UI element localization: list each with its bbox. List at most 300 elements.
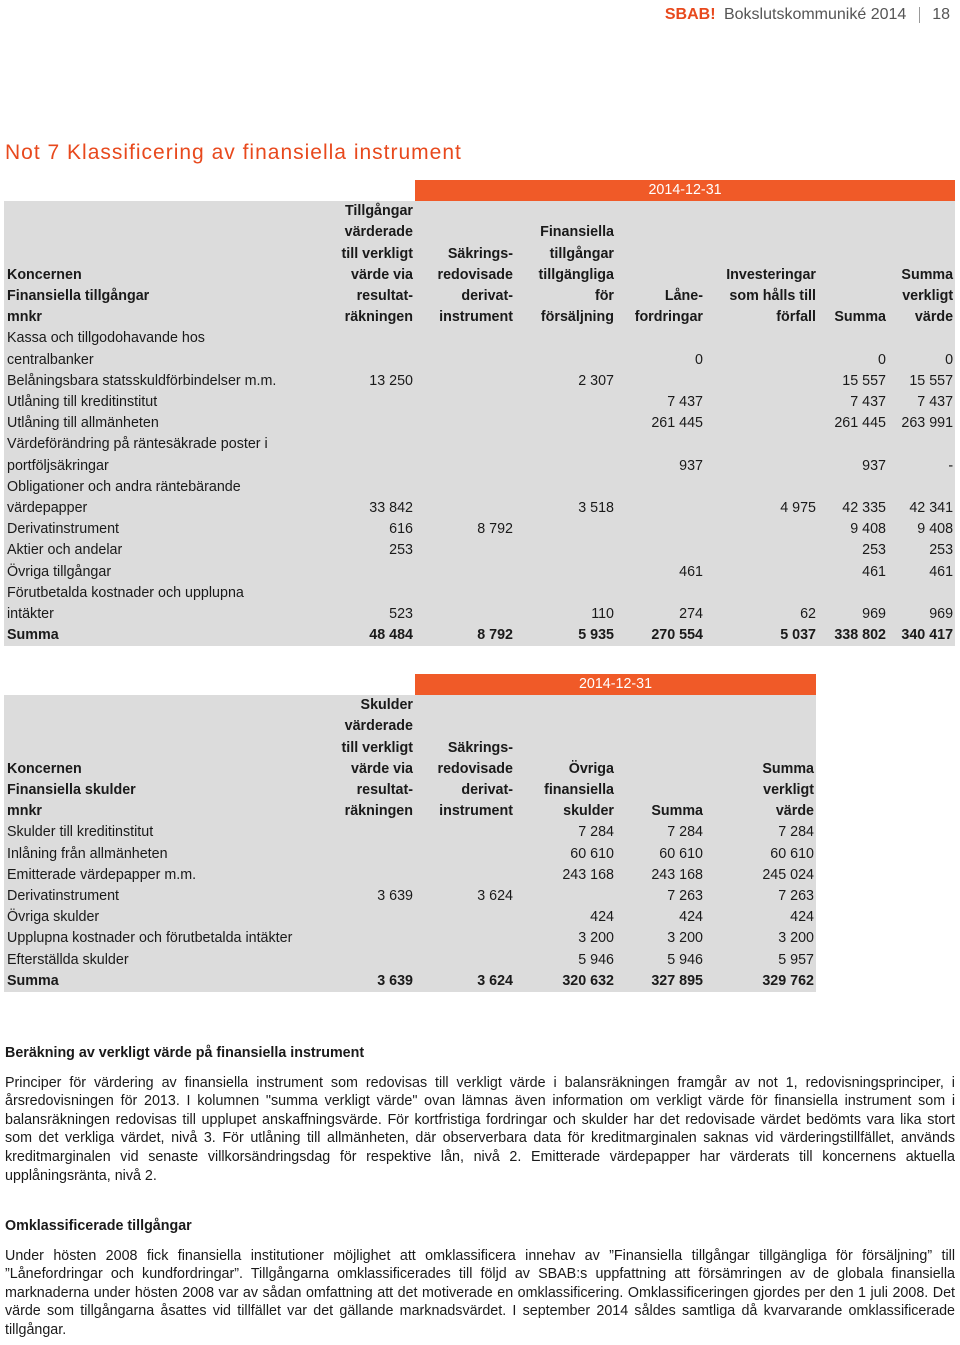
- empty-cell: [705, 328, 818, 349]
- financial-liabilities-table: [4, 674, 816, 992]
- row-label: Inlåning från allmänheten: [4, 844, 317, 865]
- column-header-line: instrument: [439, 309, 513, 326]
- empty-cell: [616, 328, 705, 349]
- cell-value: [515, 519, 616, 540]
- column-header-line: verkligt: [902, 288, 954, 304]
- column-header-line: till verkligt: [341, 739, 413, 756]
- band-spacer: [317, 674, 415, 695]
- empty-cell: [705, 583, 818, 604]
- cell-value: [317, 822, 415, 843]
- cell-value: 5 946: [515, 950, 616, 971]
- row-header-line: Finansiella skulder: [7, 782, 136, 798]
- table-row: [4, 540, 955, 561]
- empty-cell: [317, 328, 415, 349]
- cell-value: 969: [818, 604, 888, 625]
- section-paragraph: Principer för värdering av finansiella instrument som redovisas till verkligt värde i balansräkningen framgår av not 1, redovisningsprinciper, i årsredovisningen för 2013. I kolumnen "summa verkligt värde" ovan lämnas även information om verkligt värde för finansiella instrument som i balansräkningen redovisas till upplupet anskaffningsvärde. För kortfristiga fordringar och skulder har det redovisade värdet bedömts vara lika stort som det verkliga värdet, nivå 3. För utlåning till allmänheten, där observerbara data för kreditmarginalen saknas vid värderingstillfället, används kreditmarginalen vid senaste villkorsändringsdag för respektive lån, nivå 2. Emitterade värdepapper har värderats till koncernens aktuella upplåningsränta, nivå 2.: [5, 1074, 955, 1184]
- blank-line: [618, 244, 703, 265]
- blank-line: [707, 222, 816, 243]
- blank-line: [417, 695, 513, 716]
- column-header: [705, 201, 818, 328]
- column-header-line: värderade: [344, 718, 413, 735]
- cell-value: 7 263: [616, 886, 705, 907]
- blank-line: [7, 201, 315, 222]
- cell-value: 7 284: [515, 822, 616, 843]
- cell-value: [415, 822, 515, 843]
- blank-line: [618, 695, 703, 716]
- empty-cell: [317, 477, 415, 498]
- row-header-cell: [4, 201, 317, 328]
- empty-cell: [415, 583, 515, 604]
- cell-value: 3 200: [705, 928, 816, 949]
- empty-cell: [616, 477, 705, 498]
- cell-value: [705, 540, 818, 561]
- row-label: Skulder till kreditinstitut: [4, 822, 317, 843]
- cell-value: -: [888, 456, 955, 477]
- column-header: [415, 695, 515, 822]
- table-row: [4, 350, 955, 371]
- empty-cell: [888, 477, 955, 498]
- empty-cell: [818, 477, 888, 498]
- cell-value: 3 200: [515, 928, 616, 949]
- column-header-line: Summa: [762, 760, 815, 777]
- empty-cell: [888, 328, 955, 349]
- cell-value: 263 991: [888, 413, 955, 434]
- column-header: [317, 695, 415, 822]
- cell-value: 937: [616, 456, 705, 477]
- cell-value: [415, 540, 515, 561]
- cell-value: 616: [317, 519, 415, 540]
- column-header-row: [4, 695, 816, 822]
- column-header: [705, 695, 816, 822]
- empty-cell: [888, 583, 955, 604]
- table-row: [4, 604, 955, 625]
- cell-value: [415, 604, 515, 625]
- cell-value: 3 639: [317, 886, 415, 907]
- cell-value: 253: [818, 540, 888, 561]
- cell-value: 9 408: [818, 519, 888, 540]
- table-row-label-line: [4, 328, 955, 349]
- cell-value: 424: [515, 907, 616, 928]
- cell-value: [317, 844, 415, 865]
- row-label: Obligationer och andra räntebärande: [4, 477, 317, 498]
- summa-row: [4, 625, 955, 646]
- column-header-line: resultat-: [356, 782, 413, 798]
- cell-value: 0: [888, 350, 955, 371]
- cell-value: [616, 371, 705, 392]
- cell-value: 461: [616, 562, 705, 583]
- column-header-line: finansiella: [544, 782, 614, 798]
- row-label: Belåningsbara statsskuldförbindelser m.m.: [4, 371, 317, 392]
- band-spacer: [317, 180, 415, 201]
- row-label: Efterställda skulder: [4, 950, 317, 971]
- column-header: [515, 695, 616, 822]
- column-header-line: förfall: [776, 309, 816, 326]
- blank-line: [517, 695, 614, 716]
- cell-value: [415, 950, 515, 971]
- empty-cell: [888, 434, 955, 455]
- column-header-line: värde via: [351, 760, 413, 777]
- blank-line: [7, 738, 315, 759]
- column-header-line: Investeringar: [726, 266, 816, 283]
- cell-value: 424: [705, 907, 816, 928]
- table-row: [4, 456, 955, 477]
- cell-value: [515, 456, 616, 477]
- blank-line: [7, 716, 315, 737]
- blank-line: [820, 222, 886, 243]
- empty-cell: [415, 328, 515, 349]
- table-row-label-line: [4, 434, 955, 455]
- band-spacer: [4, 674, 317, 695]
- cell-value: [415, 562, 515, 583]
- empty-cell: [616, 583, 705, 604]
- cell-value: 7 284: [616, 822, 705, 843]
- cell-value: 7 437: [888, 392, 955, 413]
- cell-value: 461: [888, 562, 955, 583]
- cell-value: 60 610: [705, 844, 816, 865]
- summa-label: Summa: [4, 625, 317, 646]
- blank-line: [890, 201, 953, 222]
- cell-value: 4 975: [705, 498, 818, 519]
- cell-value: [317, 350, 415, 371]
- column-header-line: resultat-: [356, 288, 413, 304]
- column-header-line: instrument: [439, 803, 513, 820]
- column-header-line: Säkrings-: [447, 739, 513, 756]
- cell-value: [515, 350, 616, 371]
- row-header-line: Koncernen: [7, 760, 82, 777]
- column-header: [888, 201, 955, 328]
- empty-cell: [515, 328, 616, 349]
- column-header: [515, 201, 616, 328]
- row-label: intäkter: [4, 604, 317, 625]
- column-header-line: räkningen: [344, 803, 413, 820]
- blank-line: [517, 738, 614, 759]
- row-header-cell: [4, 695, 317, 822]
- summa-value: 8 792: [415, 625, 515, 646]
- summa-label: Summa: [4, 971, 317, 992]
- blank-line: [417, 201, 513, 222]
- cell-value: [705, 456, 818, 477]
- cell-value: 8 792: [415, 519, 515, 540]
- table-row-label-line: [4, 477, 955, 498]
- column-header-line: Finansiella: [540, 224, 614, 241]
- row-header-line: Finansiella tillgångar: [7, 288, 150, 304]
- sbab-logo: SBAB!: [664, 6, 716, 23]
- cell-value: 5 957: [705, 950, 816, 971]
- cell-value: 62: [705, 604, 818, 625]
- cell-value: 969: [888, 604, 955, 625]
- empty-cell: [818, 328, 888, 349]
- date-band: 2014-12-31: [415, 180, 955, 201]
- cell-value: [317, 456, 415, 477]
- blank-line: [7, 695, 315, 716]
- cell-value: 243 168: [515, 865, 616, 886]
- summa-value: 327 895: [616, 971, 705, 992]
- cell-value: 253: [888, 540, 955, 561]
- column-header-line: Säkrings-: [447, 245, 513, 262]
- cell-value: [705, 350, 818, 371]
- cell-value: 13 250: [317, 371, 415, 392]
- summa-value: 270 554: [616, 625, 705, 646]
- row-header-line: mnkr: [7, 309, 42, 326]
- summa-value: 5 037: [705, 625, 818, 646]
- column-header-line: tillgängliga: [538, 266, 614, 283]
- cell-value: 937: [818, 456, 888, 477]
- cell-value: 9 408: [888, 519, 955, 540]
- column-header-line: Summa: [651, 803, 703, 820]
- cell-value: 424: [616, 907, 705, 928]
- document-title: Bokslutskommuniké 2014: [723, 6, 907, 23]
- blank-line: [7, 222, 315, 243]
- empty-cell: [317, 583, 415, 604]
- cell-value: 15 557: [888, 371, 955, 392]
- page-header: [665, 6, 950, 24]
- summa-value: 338 802: [818, 625, 888, 646]
- column-header-line: redovisade: [437, 760, 513, 777]
- cell-value: [317, 562, 415, 583]
- column-header-row: [4, 201, 955, 328]
- row-label: värdepapper: [4, 498, 317, 519]
- blank-line: [618, 222, 703, 243]
- cell-value: [317, 907, 415, 928]
- cell-value: [515, 886, 616, 907]
- cell-value: 523: [317, 604, 415, 625]
- cell-value: 243 168: [616, 865, 705, 886]
- row-label: Övriga tillgångar: [4, 562, 317, 583]
- row-header-line: Koncernen: [7, 266, 82, 283]
- cell-value: 7 263: [705, 886, 816, 907]
- table-row: [4, 907, 816, 928]
- blank-line: [618, 716, 703, 737]
- cell-value: 110: [515, 604, 616, 625]
- cell-value: [415, 498, 515, 519]
- cell-value: 261 445: [818, 413, 888, 434]
- cell-value: 274: [616, 604, 705, 625]
- cell-value: [705, 562, 818, 583]
- cell-value: 0: [818, 350, 888, 371]
- row-label: Utlåning till allmänheten: [4, 413, 317, 434]
- summa-value: 340 417: [888, 625, 955, 646]
- page-number: 18: [932, 6, 950, 23]
- empty-cell: [705, 477, 818, 498]
- column-header-line: försäljning: [540, 309, 614, 326]
- column-header-line: derivat-: [461, 782, 513, 798]
- cell-value: [415, 392, 515, 413]
- cell-value: 3 518: [515, 498, 616, 519]
- empty-cell: [515, 583, 616, 604]
- column-header-line: räkningen: [344, 309, 413, 326]
- cell-value: 33 842: [317, 498, 415, 519]
- cell-value: [317, 413, 415, 434]
- blank-line: [707, 695, 814, 716]
- date-band-row: [4, 180, 955, 201]
- cell-value: [515, 413, 616, 434]
- column-header-line: värde: [914, 309, 954, 326]
- table-row: [4, 844, 816, 865]
- table-row: [4, 392, 955, 413]
- summa-value: 48 484: [317, 625, 415, 646]
- column-header-line: som hålls till: [729, 288, 816, 304]
- empty-cell: [616, 434, 705, 455]
- column-header-line: skulder: [563, 803, 614, 820]
- cell-value: [317, 392, 415, 413]
- row-label: Emitterade värdepapper m.m.: [4, 865, 317, 886]
- blank-line: [618, 738, 703, 759]
- cell-value: [616, 540, 705, 561]
- table-row: [4, 865, 816, 886]
- cell-value: 261 445: [616, 413, 705, 434]
- empty-cell: [818, 583, 888, 604]
- page-title: Not 7 Klassificering av finansiella instrument: [5, 141, 462, 164]
- blank-line: [517, 201, 614, 222]
- cell-value: [515, 392, 616, 413]
- row-label: Upplupna kostnader och förutbetalda intäkter: [4, 928, 317, 949]
- cell-value: [317, 950, 415, 971]
- summa-value: 329 762: [705, 971, 816, 992]
- row-label: Förutbetalda kostnader och upplupna: [4, 583, 317, 604]
- blank-line: [820, 286, 886, 307]
- cell-value: 7 437: [616, 392, 705, 413]
- empty-cell: [705, 434, 818, 455]
- section-heading: Beräkning av verkligt värde på finansiella instrument: [5, 1045, 365, 1061]
- row-label: Kassa och tillgodohavande hos: [4, 328, 317, 349]
- column-header-line: värde: [775, 803, 815, 820]
- blank-line: [820, 244, 886, 265]
- cell-value: [515, 562, 616, 583]
- cell-value: [616, 498, 705, 519]
- column-header-line: värde via: [351, 266, 413, 283]
- cell-value: [415, 371, 515, 392]
- reclassified-assets-section: [5, 1217, 955, 1340]
- cell-value: 253: [317, 540, 415, 561]
- blank-line: [707, 738, 814, 759]
- column-header-line: fordringar: [634, 309, 703, 326]
- column-header-line: verkligt: [763, 782, 815, 798]
- cell-value: [705, 519, 818, 540]
- table-row: [4, 886, 816, 907]
- cell-value: 42 341: [888, 498, 955, 519]
- blank-line: [517, 716, 614, 737]
- column-header: [415, 201, 515, 328]
- column-header-line: Summa: [901, 266, 954, 283]
- empty-cell: [415, 434, 515, 455]
- date-band: 2014-12-31: [415, 674, 816, 695]
- cell-value: 60 610: [515, 844, 616, 865]
- section-heading: Omklassificerade tillgångar: [5, 1218, 192, 1234]
- summa-value: 3 624: [415, 971, 515, 992]
- header-divider: [919, 7, 920, 23]
- cell-value: [317, 865, 415, 886]
- column-header: [317, 201, 415, 328]
- cell-value: [616, 519, 705, 540]
- summa-value: 5 935: [515, 625, 616, 646]
- column-header: [616, 695, 705, 822]
- column-header: [616, 201, 705, 328]
- cell-value: [515, 540, 616, 561]
- blank-line: [820, 265, 886, 286]
- cell-value: 0: [616, 350, 705, 371]
- row-label: centralbanker: [4, 350, 317, 371]
- blank-line: [890, 222, 953, 243]
- blank-line: [890, 244, 953, 265]
- cell-value: 3 200: [616, 928, 705, 949]
- cell-value: [415, 350, 515, 371]
- empty-cell: [515, 434, 616, 455]
- row-header-line: mnkr: [7, 803, 42, 820]
- blank-line: [618, 759, 703, 780]
- cell-value: 2 307: [515, 371, 616, 392]
- column-header-line: derivat-: [461, 288, 513, 304]
- cell-value: [415, 928, 515, 949]
- date-band-row: [4, 674, 816, 695]
- cell-value: 461: [818, 562, 888, 583]
- empty-cell: [818, 434, 888, 455]
- blank-line: [820, 201, 886, 222]
- summa-value: 320 632: [515, 971, 616, 992]
- cell-value: 15 557: [818, 371, 888, 392]
- blank-line: [417, 716, 513, 737]
- blank-line: [707, 244, 816, 265]
- fair-value-section: [5, 1044, 955, 1185]
- cell-value: 7 284: [705, 822, 816, 843]
- cell-value: 3 624: [415, 886, 515, 907]
- column-header: [818, 201, 888, 328]
- cell-value: [415, 456, 515, 477]
- table-row-label-line: [4, 583, 955, 604]
- row-label: portföljsäkringar: [4, 456, 317, 477]
- cell-value: [415, 844, 515, 865]
- blank-line: [618, 780, 703, 801]
- cell-value: [415, 907, 515, 928]
- blank-line: [417, 222, 513, 243]
- cell-value: 5 946: [616, 950, 705, 971]
- row-label: Övriga skulder: [4, 907, 317, 928]
- column-header-line: Skulder: [360, 697, 413, 714]
- column-header-line: Övriga: [568, 760, 614, 777]
- table-row: [4, 413, 955, 434]
- blank-line: [7, 244, 315, 265]
- cell-value: 42 335: [818, 498, 888, 519]
- column-header-line: Låne-: [664, 288, 703, 304]
- row-label: Derivatinstrument: [4, 519, 317, 540]
- column-header-line: redovisade: [437, 266, 513, 283]
- cell-value: [317, 928, 415, 949]
- empty-cell: [515, 477, 616, 498]
- cell-value: [415, 865, 515, 886]
- table-row: [4, 498, 955, 519]
- cell-value: [415, 413, 515, 434]
- cell-value: 245 024: [705, 865, 816, 886]
- column-header-line: värderade: [344, 224, 413, 241]
- band-spacer: [4, 180, 317, 201]
- table-row: [4, 822, 816, 843]
- column-header-line: till verkligt: [341, 245, 413, 262]
- row-label: Värdeförändring på räntesäkrade poster i: [4, 434, 317, 455]
- column-header-line: tillgångar: [549, 245, 614, 262]
- empty-cell: [415, 477, 515, 498]
- table-row: [4, 519, 955, 540]
- row-label: Derivatinstrument: [4, 886, 317, 907]
- empty-cell: [317, 434, 415, 455]
- table-row: [4, 950, 816, 971]
- table-row: [4, 371, 955, 392]
- financial-assets-table: [4, 180, 955, 646]
- blank-line: [707, 201, 816, 222]
- summa-value: 3 639: [317, 971, 415, 992]
- blank-line: [618, 201, 703, 222]
- summa-row: [4, 971, 816, 992]
- column-header-line: Summa: [834, 309, 886, 326]
- cell-value: [705, 413, 818, 434]
